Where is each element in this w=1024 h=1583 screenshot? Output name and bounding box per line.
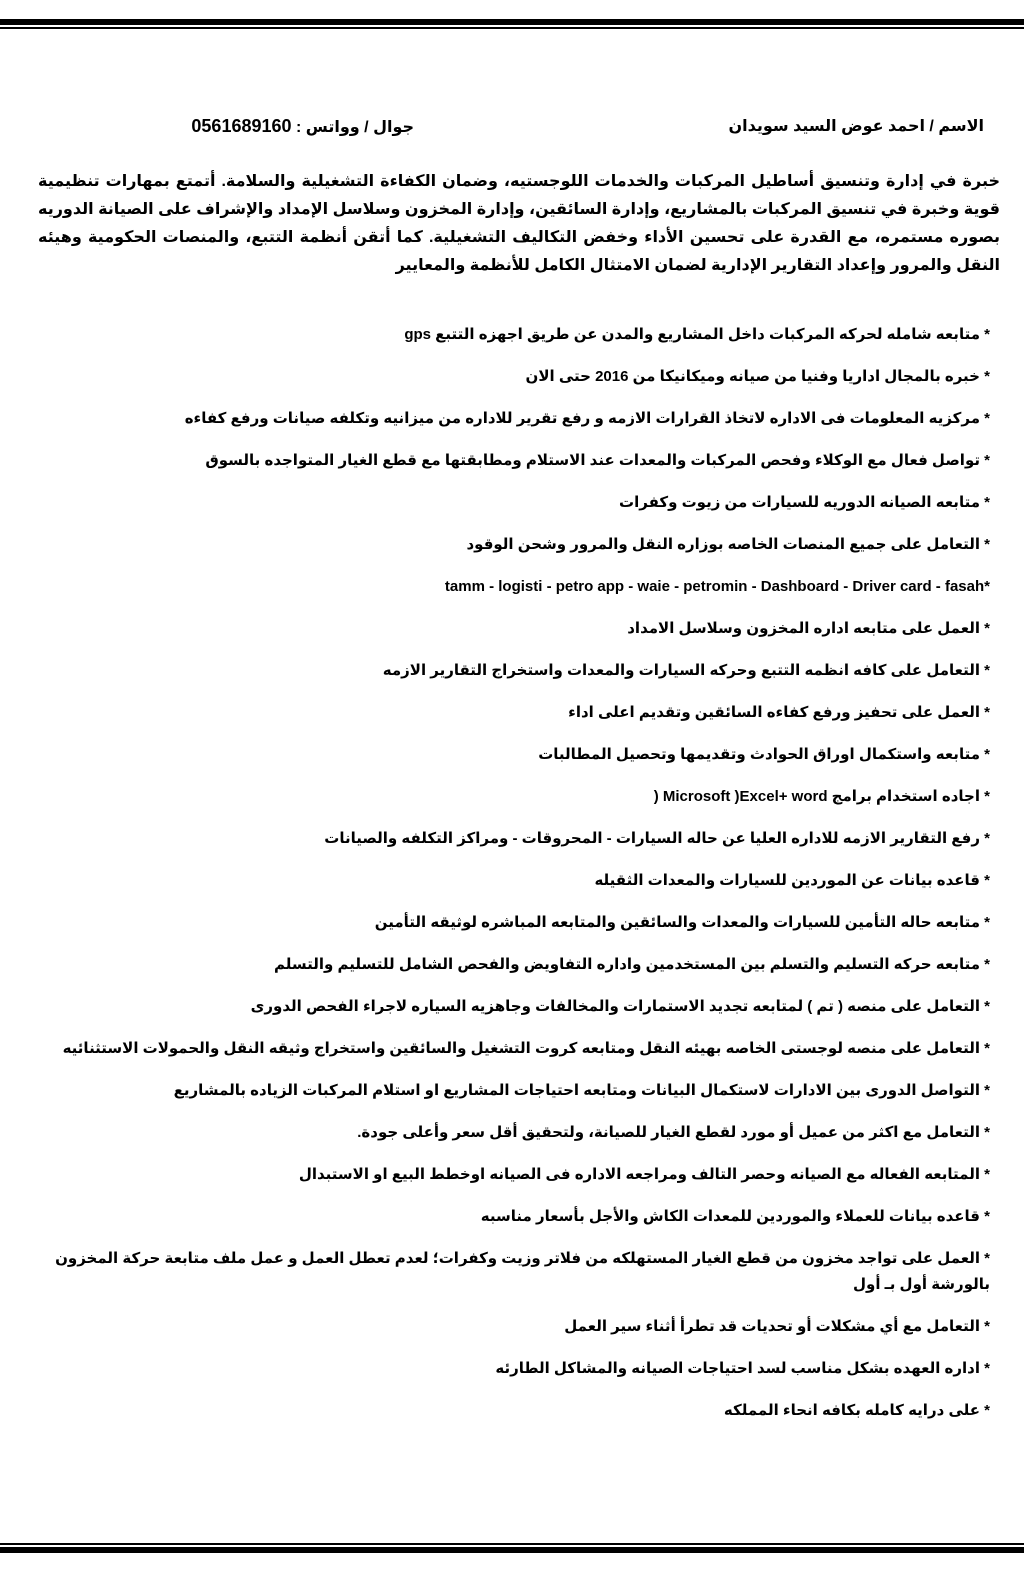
list-item-text: * التعامل على منصه لوجستى الخاصه بهيئه النقل ومتابعه كروت التشغيل والسائقين واستخراج وثيقه النقل والحمولات الاستثنائيه	[62, 1040, 990, 1057]
list-item	[38, 902, 990, 944]
top-border-thick	[0, 19, 1024, 25]
bottom-border-thick	[0, 1547, 1024, 1553]
list-item-text: * العمل على متابعه اداره المخزون وسلاسل الامداد	[627, 620, 990, 637]
list-item-text: * المتابعه الفعاله مع الصيانه وحصر التالف ومراجعه الاداره فى الصيانه اوخطط البيع او الاستبدال	[298, 1166, 990, 1183]
phone-number: 0561689160	[191, 116, 292, 136]
list-item-text: * قاعده بيانات عن الموردين للسيارات والمعدات الثقيله	[594, 872, 990, 889]
list-item-text: * العمل على تواجد مخزون من قطع الغيار المستهلكه من فلاتر وزيت وكفرات؛ لعدم تعطل العمل و عمل ملف متابعة حركة المخزون بالورشة أول بـ أول	[55, 1250, 990, 1293]
list-item	[38, 1348, 990, 1390]
list-item	[38, 524, 990, 566]
list-item-text: * متابعه الصيانه الدوريه للسيارات من زيوت وكفرات	[619, 494, 990, 511]
list-item	[38, 1028, 990, 1070]
professional-summary: خبرة في إدارة وتنسيق أساطيل المركبات والخدمات اللوجستيه، وضمان الكفاءة التشغيلية والسلامة. أتمتع بمهارات تنظيمية قوية وخبرة في تنسيق المركبات بالمشاريع، وإدارة السائقين، وإدارة المخزون وسلاسل الإمداد والإشراف على الصيانة الدوريه بصوره مستمره، مع القدرة على تحسين الأداء وخفض التكاليف التشغيلية. كما أتقن أنظمة التتبع، والمنصات الحكومية وهيئه النقل والمرور وإعداد التقارير الإدارية لضمان الامتثال الكامل للأنظمة والمعايير	[38, 173, 1001, 274]
list-item-text: * العمل على تحفيز ورفع كفاءه السائقين وتقديم اعلى اداء	[568, 704, 990, 721]
experience-list	[38, 314, 990, 1432]
list-item	[38, 776, 990, 818]
list-item-text: tamm - logisti - petro app - waie - petromin - Dashboard - Driver card - fasah*	[444, 578, 990, 595]
list-item	[38, 860, 990, 902]
contact-header	[40, 116, 984, 144]
list-item-text: * متابعه شامله لحركه المركبات داخل المشاريع والمدن عن طريق اجهزه التتبع gps	[404, 326, 990, 343]
list-item	[38, 440, 990, 482]
list-item	[38, 818, 990, 860]
list-item	[38, 398, 990, 440]
list-item	[38, 1306, 990, 1348]
list-item	[38, 482, 990, 524]
list-item	[38, 608, 990, 650]
list-item-text: * على درايه كامله بكافه انحاء المملكه	[723, 1402, 990, 1419]
phone-label: جوال / وواتس :	[291, 119, 414, 136]
phone-line	[191, 116, 414, 137]
list-item	[38, 314, 990, 356]
list-item	[38, 1070, 990, 1112]
list-item	[38, 1154, 990, 1196]
list-item-text: * التواصل الدورى بين الادارات لاستكمال البيانات ومتابعه احتياجات المشاريع او استلام المركبات الزياده بالمشاريع	[173, 1082, 990, 1099]
list-item-text: * متابعه واستكمال اوراق الحوادث وتقديمها وتحصيل المطالبات	[538, 746, 990, 763]
list-item-text: * تواصل فعال مع الوكلاء وفحص المركبات والمعدات عند الاستلام ومطابقتها مع قطع الغيار المتواجده بالسوق	[205, 452, 990, 469]
list-item-text: * التعامل مع أي مشكلات أو تحديات قد تطرأ أثناء سير العمل	[564, 1318, 990, 1335]
list-item-text: * التعامل مع اكثر من عميل أو مورد لقطع الغيار للصيانة، ولتحقيق أقل سعر وأعلى جودة.	[357, 1124, 990, 1141]
list-item-text: * قاعده بيانات للعملاء والموردين للمعدات الكاش والأجل بأسعار مناسبه	[480, 1208, 990, 1225]
list-item	[38, 692, 990, 734]
list-item	[38, 944, 990, 986]
list-item	[38, 566, 990, 608]
list-item	[38, 1196, 990, 1238]
list-item-text: * التعامل على جميع المنصات الخاصه بوزاره النقل والمرور وشحن الوقود	[466, 536, 990, 553]
applicant-name: الاسم / احمد عوض السيد سويدان	[728, 118, 984, 135]
list-item	[38, 734, 990, 776]
list-item-text: * مركزيه المعلومات فى الاداره لاتخاذ القرارات الازمه و رفع تقرير للاداره من ميزانيه وتكلفه صيانات ورفع كفاءه	[184, 410, 990, 427]
list-item-text: * التعامل على منصه ( تم ) لمتابعه تجديد الاستمارات والمخالفات وجاهزيه السياره لاجراء الفحص الدورى	[250, 998, 990, 1015]
list-item	[38, 356, 990, 398]
list-item	[38, 650, 990, 692]
list-item-text: * اجاده استخدام برامج Microsoft )Excel+ word (	[653, 788, 990, 805]
list-item	[38, 986, 990, 1028]
list-item-text: * متابعه حاله التأمين للسيارات والمعدات والسائقين والمتابعه المباشره لوثيقه التأمين	[374, 914, 990, 931]
list-item	[38, 1238, 990, 1306]
list-item-text: * رفع التقارير الازمه للاداره العليا عن حاله السيارات - المحروقات - ومراكز التكلفه والصيانات	[324, 830, 990, 847]
list-item-text: * اداره العهده بشكل مناسب لسد احتياجات الصيانه والمشاكل الطارئه	[495, 1360, 990, 1377]
list-item	[38, 1112, 990, 1154]
list-item-text: * متابعه حركه التسليم والتسلم بين المستخدمين واداره التفاويض والفحص الشامل للتسليم والتسلم	[273, 956, 990, 973]
list-item-text: * التعامل على كافه انظمه التتبع وحركه السيارات والمعدات واستخراج التقارير الازمه	[382, 662, 990, 679]
bottom-border-thin	[0, 1543, 1024, 1545]
top-border-thin	[0, 27, 1024, 29]
list-item-text: * خبره بالمجال اداريا وفنيا من صيانه وميكانيكا من 2016 حتى الان	[525, 368, 990, 385]
list-item	[38, 1390, 990, 1432]
